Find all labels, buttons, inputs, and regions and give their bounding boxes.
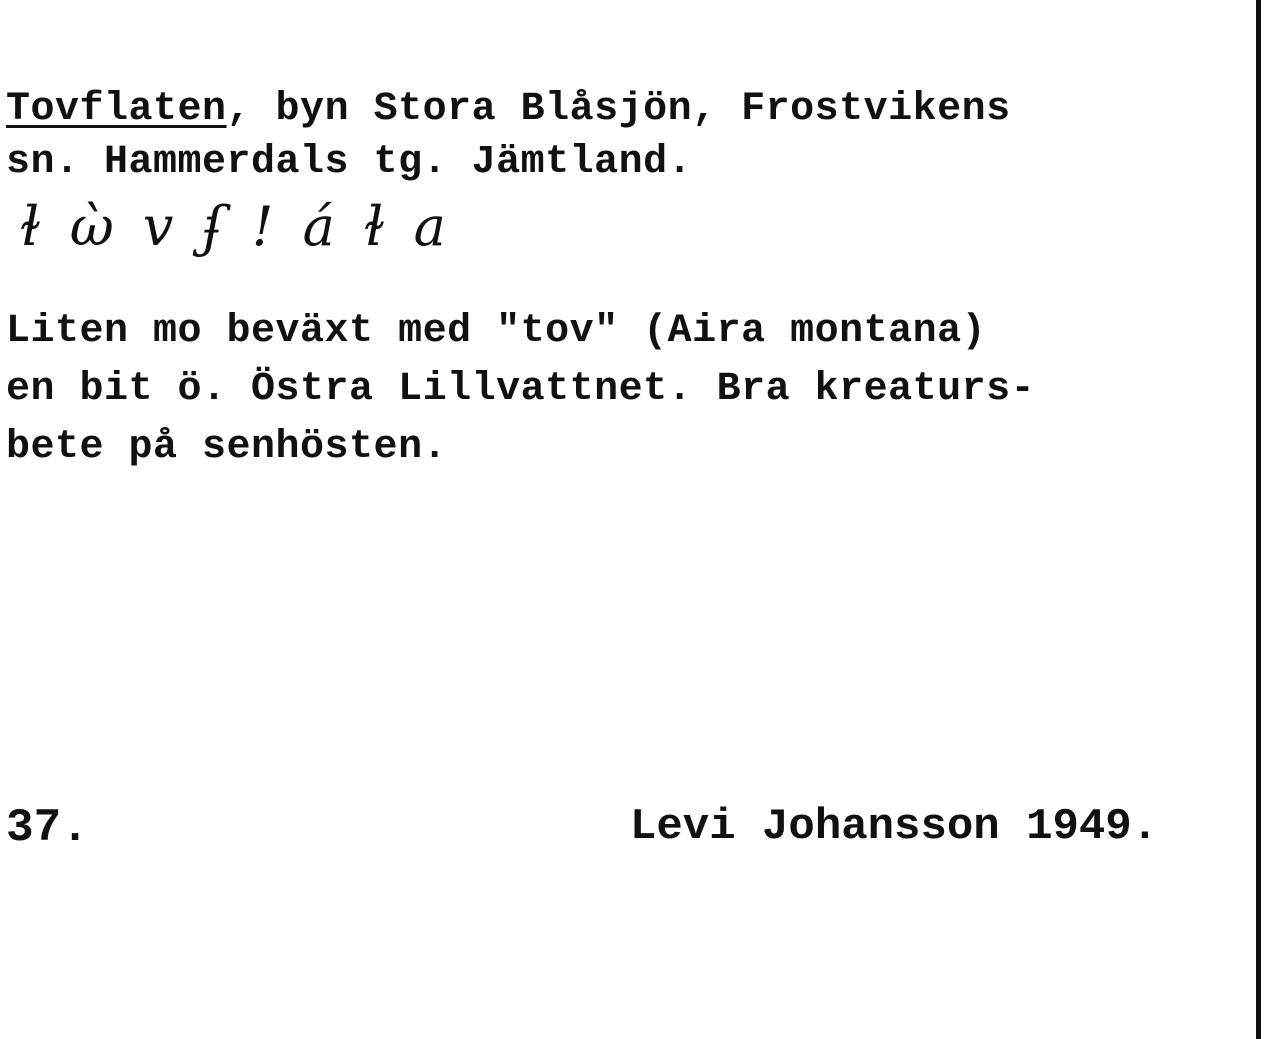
headword: Tovflaten — [6, 87, 227, 132]
heading-location: , byn Stora Blåsjön, Frostvikens — [226, 87, 1011, 132]
card-edge-line — [1256, 0, 1261, 1039]
description-line-2: en bit ö. Östra Lillvattnet. Bra kreaturs- — [6, 367, 1036, 412]
location-line: sn. Hammerdals tg. Jämtland. — [6, 140, 693, 185]
description-line-1: Liten mo beväxt med "tov" (Aira montana) — [6, 309, 987, 354]
card-number: 37. — [6, 802, 89, 854]
description-line-3: bete på senhösten. — [6, 425, 448, 470]
phonetic-transcription: ɫ ὼ v ʄ ! á ɫ a — [20, 195, 452, 258]
entry-heading-line — [6, 87, 1011, 132]
collector-signature: Levi Johansson 1949. — [630, 802, 1159, 852]
